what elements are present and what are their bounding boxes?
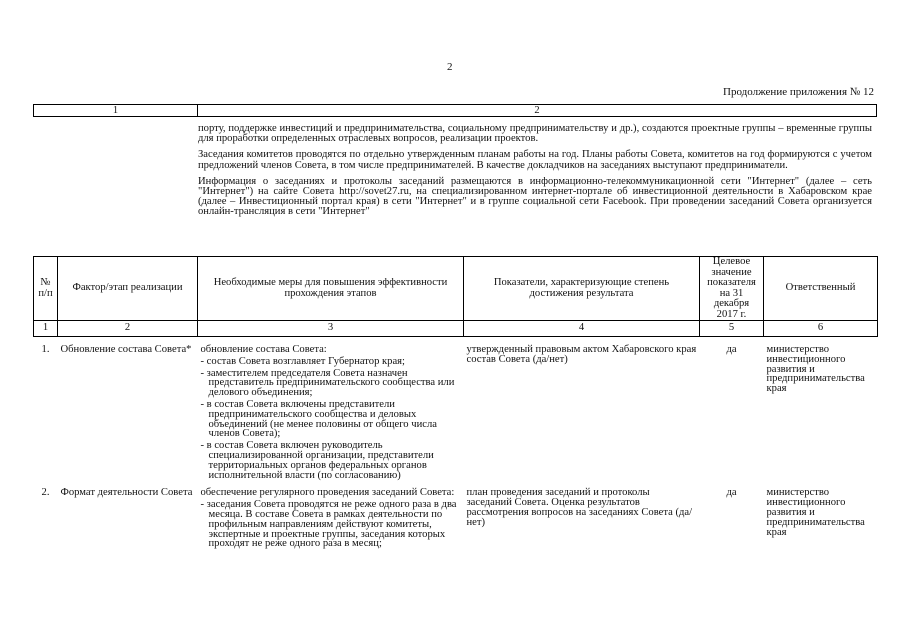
row-measures: [198, 480, 464, 549]
page-number: 2: [447, 61, 453, 73]
paragraph: Информация о заседаниях и протоколы заседаний размещаются в информационно-телекоммуникационной сети "Интернет" (далее – сеть "Интернет") на сайте Совета http://sovet27.ru, на специализированном интернет-портале об инвестиционной деятельности в Хабаровском крае (далее – Инвестиционный портал края) в сети "Интернет" и в группе социальной сети Facebook. При проведении заседаний Совета организуется онлайн-трансляция в сети "Интернет": [198, 175, 872, 218]
header-responsible: Ответственный: [764, 257, 878, 321]
measures-table: [33, 256, 877, 549]
column-1-header: 1: [112, 105, 119, 116]
column-number: 2: [58, 321, 198, 337]
row-factor: Обновление состава Совета*: [60, 344, 192, 355]
header-factor: Фактор/этап реализации: [58, 257, 198, 321]
measure-item: - в состав Совета включен руководитель специализированной организации, представители территориальных органов федеральных органов исполнительной власти (по согласованию): [200, 440, 434, 481]
row-target: да: [726, 487, 737, 499]
measures-intro: обновление состава Совета:: [200, 344, 327, 355]
measure-item: - в состав Совета включены представители предпринимательского сообщества и деловых объединений (не менее половины от общего числа членов Совета);: [200, 398, 437, 440]
row-factor: Формат деятельности Совета: [60, 487, 193, 499]
column-number: 1: [34, 321, 58, 337]
column-number: 4: [464, 321, 700, 337]
paragraph: Заседания комитетов проводятся по отдельно утвержденным планам работы на год. Планы работы Совета, комитетов на год формируются с учетом предложений членов Совета, в том числе предпринимателей. В качестве докладчиков на заседаниях выступают предприниматели.: [198, 149, 872, 171]
row-target: да: [726, 344, 737, 355]
column-number: 3: [198, 321, 464, 337]
column-numbers-row: [34, 321, 878, 337]
measure-item: - заместителем председателя Совета назначен представитель предпринимательского сообщества или делового объединения;: [200, 367, 455, 399]
continuation-table-header: [33, 104, 877, 117]
row-indicator: план проведения заседаний и протоколы заседаний Совета. Оценка результатов рассмотрения вопросов на заседаниях Совета (да/нет): [466, 487, 693, 528]
paragraph: порту, поддержке инвестиций и предпринимательства, социальному предпринимательству и др.), создаются проектные группы – временные группы для проработки определенных отраслевых вопросов, реализации проектов.: [198, 123, 872, 145]
measure-item: - состав Совета возглавляет Губернатор края;: [200, 355, 405, 367]
table-row: [34, 337, 878, 481]
header-measures: Необходимые меры для повышения эффективности прохождения этапов: [198, 257, 464, 321]
continuation-text: [198, 124, 872, 224]
header-indicators: Показатели, характеризующие степень достижения результата: [464, 257, 700, 321]
column-number: 5: [700, 321, 764, 337]
measure-item: - заседания Совета проводятся не реже одного раза в два месяца. В составе Совета в рамках деятельности по профильным направлениям действуют комитеты, экспертные и проектные группы, заседания которых проходят не реже одного раза в месяц;: [200, 499, 457, 550]
row-responsible: министерство инвестиционного развития и предпринимательства края: [766, 487, 865, 538]
appendix-continuation-label: Продолжение приложения № 12: [723, 86, 874, 98]
row-number: 2.: [41, 487, 50, 499]
measures-intro: обеспечение регулярного проведения заседаний Совета:: [200, 487, 455, 499]
column-number: 6: [764, 321, 878, 337]
row-indicator: утвержденный правовым актом Хабаровского края состав Совета (да/нет): [466, 344, 697, 365]
row-measures: [198, 337, 464, 481]
row-responsible: министерство инвестиционного развития и предпринимательства края: [766, 344, 865, 395]
table-row: [34, 480, 878, 549]
header-target: Целевое значение показателя на 31 декабря 2017 г.: [700, 257, 764, 321]
column-2-header: 2: [534, 105, 540, 116]
row-number: 1.: [41, 344, 50, 355]
header-no: № п/п: [34, 257, 58, 321]
